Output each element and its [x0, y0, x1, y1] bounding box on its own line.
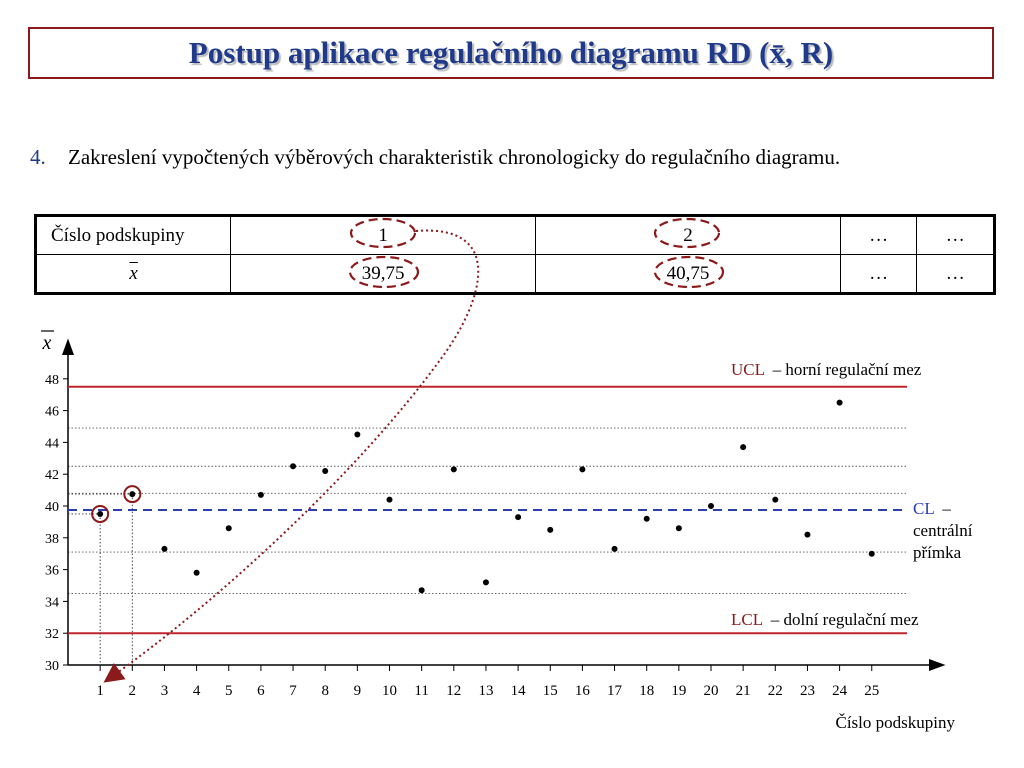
- y-tick-label: 30: [45, 659, 59, 674]
- x-tick-label: 21: [735, 683, 751, 699]
- x-tick-label: 19: [671, 683, 687, 699]
- table-col-2: 2: [536, 216, 841, 255]
- x-tick-label: 15: [542, 683, 558, 699]
- table-col-3: …: [840, 216, 917, 255]
- x-tick-label: 6: [257, 683, 265, 699]
- x-tick-label: 13: [478, 683, 494, 699]
- cl-label-line3: přímka: [913, 543, 962, 562]
- x-tick-label: 14: [510, 683, 526, 699]
- x-tick-label: 3: [160, 683, 169, 699]
- y-tick-label: 48: [45, 372, 59, 388]
- y-tick-label: 44: [45, 436, 59, 452]
- x-tick-label: 22: [767, 683, 783, 699]
- item-number: 4.: [30, 145, 46, 169]
- table-xbar-label: $\overline{x}$: [129, 262, 138, 284]
- table-value-3: …: [840, 255, 917, 294]
- y-tick-label: 46: [45, 404, 59, 420]
- cl-name: CL: [913, 499, 935, 518]
- table-col-4: …: [917, 216, 995, 255]
- item-text: Zakreslení vypočtených výběrových charakteristik chronologicky do regulačního diagramu.: [68, 145, 841, 169]
- x-tick-label: 23: [799, 683, 815, 699]
- highlight-ellipse: [351, 219, 415, 247]
- x-tick-label: 25: [864, 683, 880, 699]
- y-tick-label: 36: [45, 563, 59, 579]
- lcl-name: LCL: [731, 610, 763, 629]
- y-tick-label: 40: [45, 500, 59, 515]
- y-tick-label: 42: [45, 468, 59, 484]
- x-tick-label: 1: [96, 683, 104, 699]
- x-tick-label: 20: [703, 683, 719, 699]
- cl-label-line2: centrální: [913, 521, 973, 540]
- table-value-2: 40,75: [536, 255, 841, 294]
- cl-dash: –: [942, 499, 951, 518]
- x-tick-label: 2: [128, 683, 137, 699]
- x-axis-label: Číslo podskupiny: [835, 713, 955, 732]
- x-tick-label: 16: [574, 683, 590, 699]
- x-tick-label: 17: [607, 683, 623, 699]
- connector-arrow: [110, 231, 478, 678]
- x-tick-label: 4: [192, 683, 201, 699]
- y-axis-label: x: [42, 332, 52, 354]
- y-tick-label: 38: [45, 531, 59, 547]
- table-col-1: 1: [231, 216, 536, 255]
- x-tick-label: 8: [321, 683, 329, 699]
- lcl-desc: – dolní regulační mez: [770, 610, 919, 629]
- x-tick-label: 12: [446, 683, 462, 699]
- table-value-4: …: [917, 255, 995, 294]
- slide-title: Postup aplikace regulačního diagramu RD (x̄, R): [188, 35, 834, 70]
- highlight-ellipse: [655, 219, 719, 247]
- x-tick-label: 7: [289, 683, 297, 699]
- ucl-name: UCL: [731, 360, 765, 379]
- table-header-label: Číslo podskupiny: [36, 216, 231, 255]
- y-tick-label: 34: [45, 595, 59, 611]
- x-tick-label: 11: [414, 683, 429, 699]
- x-tick-label: 18: [639, 683, 655, 699]
- x-tick-label: 24: [832, 683, 848, 699]
- highlight-ellipse: [655, 257, 723, 287]
- highlight-ellipse: [350, 257, 418, 287]
- x-tick-label: 5: [225, 683, 233, 699]
- y-tick-label: 32: [45, 627, 59, 643]
- x-tick-label: 10: [382, 683, 397, 699]
- table-value-1: 39,75: [231, 255, 536, 294]
- ucl-desc: – horní regulační mez: [772, 360, 922, 379]
- x-tick-label: 9: [353, 683, 362, 699]
